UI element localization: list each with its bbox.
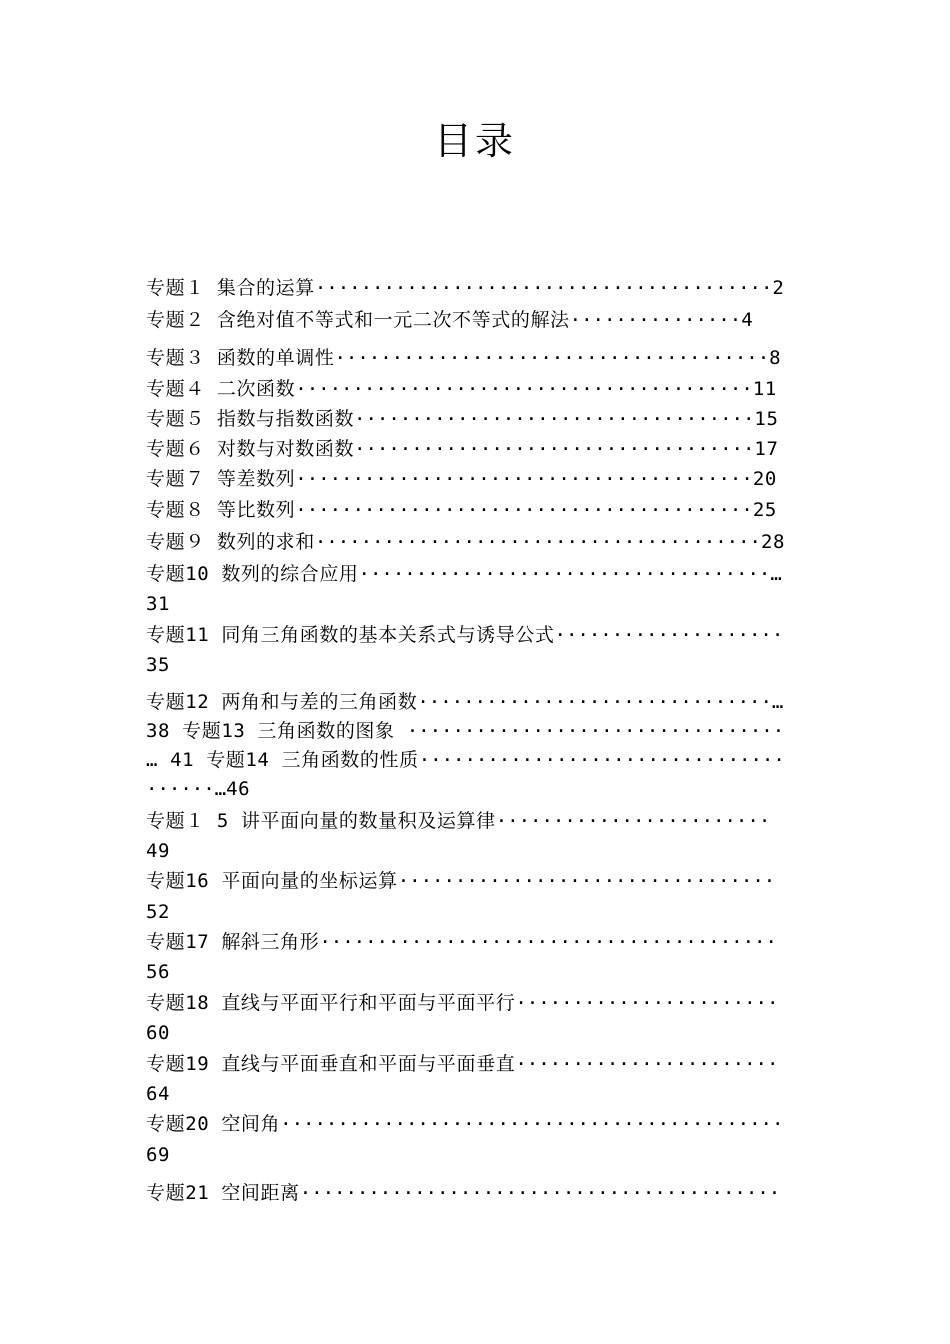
toc-entry-7[interactable] [146,467,777,491]
toc-entry-title: … 41 专题14 三角函数的性质 [146,749,419,771]
toc-entry-title: 专题２ 含绝对值不等式和一元二次不等式的解法 [146,309,570,331]
toc-page-number: 56 [146,961,171,983]
toc-entry-title: 专题11 同角三角函数的基本关系式与诱导公式 [146,624,555,646]
toc-entry-title: 专题12 两角和与差的三角函数 [146,691,418,713]
toc-leader-dots: ······················· [515,992,779,1014]
toc-entry-title: 专题18 直线与平面平行和平面与平面平行 [146,992,516,1014]
toc-page-number: 60 [146,1022,171,1044]
toc-page-number: 35 [146,654,171,676]
toc-entry-9[interactable] [146,530,785,554]
toc-entry-title: 专题10 数列的综合应用 [146,563,359,585]
toc-entry-title: 专题８ 等比数列 [146,499,296,521]
toc-entry-12[interactable] [146,690,783,714]
toc-entry-15[interactable] [146,809,770,833]
toc-entry-18-cont[interactable] [146,1021,170,1045]
toc-leader-dots: ······················· [515,1053,779,1075]
toc-entry-11-cont[interactable] [146,653,170,677]
toc-page-number: 17 [754,438,779,460]
toc-entry-1[interactable] [146,276,784,300]
page-title: 目录 [433,119,516,163]
toc-entry-5[interactable] [146,407,779,431]
toc-page-number: 25 [752,499,777,521]
toc-entry-3[interactable] [146,346,781,370]
toc-page-number: 8 [769,347,782,369]
toc-leader-dots: ········································ [319,931,777,953]
toc-page-number: 52 [146,901,171,923]
toc-entry-15-cont[interactable] [146,839,170,863]
toc-leader-dots: ······… [146,778,227,800]
toc-leader-dots: ········································ [295,378,753,400]
toc-entry-title: 专题１ 集合的运算 [146,277,315,299]
toc-leader-dots: ········································ [295,499,753,521]
toc-page-number: 49 [146,840,171,862]
toc-entry-title: 专题21 空间距离 [146,1182,300,1204]
toc-entry-title: 专题９ 数列的求和 [146,531,315,553]
toc-entry-21[interactable] [146,1181,780,1205]
toc-entry-title: 专题３ 函数的单调性 [146,347,335,369]
toc-entry-19[interactable] [146,1052,778,1076]
toc-entry-4[interactable] [146,377,777,401]
toc-page-number: 2 [772,277,785,299]
toc-leader-dots: ············································ [280,1113,784,1135]
toc-entry-title: 38 专题13 三角函数的图象 [146,720,407,742]
toc-entry-title: 专题４ 二次函数 [146,378,296,400]
toc-leader-dots: ································· [406,720,785,742]
toc-leader-dots: ······································· [314,531,761,553]
toc-entry-16-cont[interactable] [146,900,170,924]
toc-page-number: 11 [752,378,777,400]
toc-entry-6[interactable] [146,437,779,461]
toc-entry-14-cont[interactable] [146,777,250,801]
toc-leader-dots: ········································ [295,468,753,490]
toc-entry-10-cont[interactable] [146,592,170,616]
toc-leader-dots: ········································ [314,277,773,299]
toc-entry-11[interactable] [146,623,783,647]
toc-leader-dots: ·········································· [299,1182,781,1204]
toc-entry-17[interactable] [146,930,777,954]
toc-entry-19-cont[interactable] [146,1082,170,1106]
toc-page-number: 28 [760,531,786,553]
toc-page-number: 46 [226,778,251,800]
toc-leader-dots: ··································· [354,408,755,430]
toc-page-number: 20 [752,468,777,490]
toc-entry-18[interactable] [146,991,778,1015]
toc-leader-dots: ···················· [554,624,784,646]
toc-page-number: 31 [146,593,171,615]
toc-leader-dots: ························ [495,810,771,832]
toc-entry-title: 专题20 空间角 [146,1113,281,1135]
toc-entry-17-cont[interactable] [146,960,170,984]
toc-page-number: 64 [146,1083,171,1105]
toc-leader-dots: ····································… [358,563,782,585]
toc-entry-16[interactable] [146,869,775,893]
toc-page-number: 15 [754,408,779,430]
toc-entry-title: 专题５ 指数与指数函数 [146,408,355,430]
toc-entry-10[interactable] [146,562,782,586]
toc-entry-13[interactable] [146,719,784,743]
toc-entry-20[interactable] [146,1112,783,1136]
toc-entry-title: 专题19 直线与平面垂直和平面与平面垂直 [146,1053,516,1075]
toc-entry-title: 专题７ 等差数列 [146,468,296,490]
toc-leader-dots: ··································· [354,438,755,460]
toc-page-number: 69 [146,1144,171,1166]
toc-leader-dots: ································ [418,749,785,771]
toc-entry-2[interactable] [146,308,753,332]
toc-entry-title: 专题１ 5 讲平面向量的数量积及运算律 [146,810,496,832]
toc-leader-dots: ······································ [334,347,770,369]
toc-leader-dots: ··············· [569,309,742,331]
toc-leader-dots: ································· [397,870,776,892]
toc-entry-title: 专题17 解斜三角形 [146,931,320,953]
toc-entry-20-cont[interactable] [146,1143,170,1167]
toc-entry-title: 专题６ 对数与对数函数 [146,438,355,460]
toc-page-number: 4 [741,309,754,331]
toc-entry-8[interactable] [146,498,777,522]
toc-leader-dots: ·······························… [417,691,784,713]
toc-entry-14[interactable] [146,748,785,772]
toc-entry-title: 专题16 平面向量的坐标运算 [146,870,398,892]
